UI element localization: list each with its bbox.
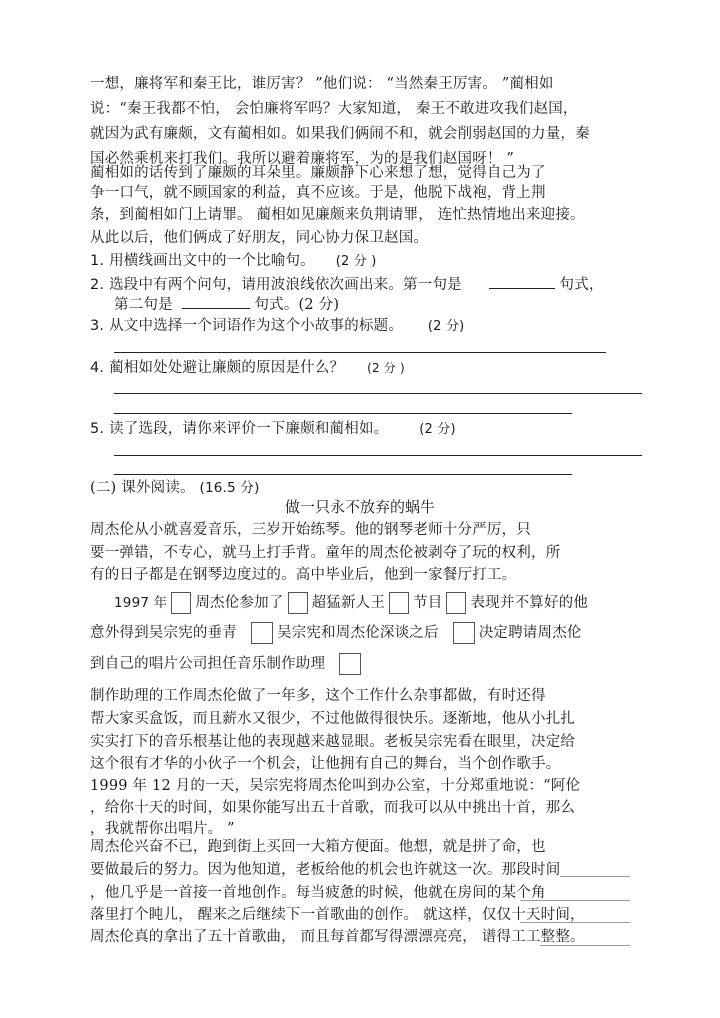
answer-line[interactable]: [114, 413, 572, 414]
passage-line: 蔺相如的话传到了廉颇的耳朵里。廉颇静下心来想了想，觉得自己为了: [90, 165, 546, 181]
section-points: (16.5 分): [199, 480, 260, 496]
fill-text: 表现并不算好的他: [470, 595, 589, 611]
passage-line: ，我就帮你出唱片。 ”: [90, 821, 235, 837]
question-1: [90, 251, 377, 272]
underline-mark: [560, 876, 630, 877]
passage-line: 一想，廉将军和秦王比，谁厉害？ ”他们说： “当然秦王厉害。 ”蔺相如: [90, 76, 554, 92]
question-2-cont: [114, 294, 339, 315]
passage-line: 说：“秦王我都不怕， 会怕廉将军吗？大家知道， 秦王不敢进攻我们赵国，: [90, 101, 578, 117]
question-number: 4.: [90, 360, 105, 376]
fill-text: 决定聘请周杰伦: [478, 625, 582, 641]
punctuation-box[interactable]: [339, 653, 361, 675]
question-2: [90, 274, 604, 295]
passage-line: 制作助理的工作周杰伦做了一年多，这个工作什么杂事都做，有时还得: [90, 688, 546, 704]
answer-blank[interactable]: [182, 294, 250, 309]
punctuation-box[interactable]: [288, 592, 308, 614]
punctuation-box[interactable]: [251, 622, 273, 644]
question-points: (2 分): [427, 319, 465, 334]
story-title: 做一只永不放弃的蜗牛: [284, 498, 435, 516]
question-text: 用横线画出文中的一个比喻句。: [109, 253, 315, 269]
passage-line: 要做最后的努力。因为他知道，老板给他的机会也许就这一次。那段时间: [90, 862, 561, 878]
question-suffix: 句式，: [559, 277, 604, 293]
fill-text: 节目: [413, 595, 443, 611]
fill-row: [114, 591, 588, 615]
passage-line: 落里打个盹儿， 醒来之后继续下一首歌曲的创作。 就这样，仅仅十天时间，: [90, 907, 585, 923]
answer-line[interactable]: [114, 352, 606, 353]
question-points: (2 分 ): [367, 361, 405, 375]
fill-row: [90, 621, 582, 645]
passage-line: 周杰伦真的拿出了五十首歌曲， 而且每首都写得漂漂亮亮， 谱得工工整整。: [90, 929, 585, 945]
question-3: [90, 316, 464, 337]
punctuation-box[interactable]: [446, 592, 466, 614]
underline-mark: [520, 922, 630, 923]
answer-line[interactable]: [114, 455, 642, 456]
passage-line: 国必然乘机来打我们。我所以避着廉将军，为的是我们赵国呀！ ”: [90, 151, 515, 167]
passage-line: ，他几乎是一首接一首地创作。每当疲惫的时候，他就在房间的某个角: [90, 885, 546, 901]
passage-line: 周杰伦从小就喜爱音乐，三岁开始练琴。他的钢琴老师十分严厉，只: [90, 522, 531, 538]
fill-text: 超猛新人王: [311, 595, 386, 611]
punctuation-box[interactable]: [171, 592, 191, 614]
section-label: (二) 课外阅读。: [90, 480, 195, 496]
question-text: 读了选段，请你来评价一下廉颇和蔺相如。: [109, 421, 389, 437]
passage-line: 争一口气，就不顾国家的利益，真不应该。于是，他脱下战袍，背上荆: [90, 185, 546, 201]
passage-line: 周杰伦兴奋不已，跑到街上买回一大箱方便面。他想，就是拼了命，也: [90, 839, 546, 855]
question-number: 1.: [90, 253, 105, 269]
question-points: (2 分): [419, 422, 456, 437]
passage-line: 就因为武有廉颇，文有蔺相如。如果我们俩闹不和，就会削弱赵国的力量，秦: [90, 126, 590, 142]
passage-line: 有的日子都是在钢琴边度过的。高中毕业后，他到一家餐厅打工。: [90, 567, 517, 583]
fill-text: 吴宗宪和周杰伦深谈之后: [277, 625, 439, 641]
underline-mark: [520, 900, 630, 901]
question-number: 5.: [90, 421, 105, 437]
passage-line: 帮大家买盒饭，而且薪水又很少，不过他做得很快乐。逐渐地，他从小扎扎: [90, 711, 576, 727]
punctuation-box[interactable]: [453, 622, 475, 644]
question-text: 第二句是: [114, 297, 173, 313]
question-number: 3.: [90, 318, 105, 334]
year-label: 1997 年: [114, 595, 168, 611]
underline-mark: [540, 945, 630, 946]
question-text: 从文中选择一个词语作为这个小故事的标题。: [109, 318, 404, 334]
section-heading: [90, 478, 260, 498]
fill-row: [90, 652, 365, 676]
passage-line: 从此以后，他们俩成了好朋友，同心协力保卫赵国。: [90, 230, 429, 246]
passage-line: ，给你十天的时间，如果你能写出五十首歌，而我可以从中挑出十首，那么: [90, 800, 576, 816]
question-suffix: 句式。(2 分): [254, 297, 340, 313]
question-5: [90, 419, 456, 440]
question-text: 选段中有两个问句，请用波浪线依次画出来。第一句是: [109, 277, 462, 293]
passage-line: 条，到蔺相如门上请罪。 蔺相如见廉颇来负荆请罪， 连忙热情地出来迎接。: [90, 207, 585, 223]
passage-line: 这个很有才华的小伙子一个机会，让他拥有自己的舞台，当个创作歌手。: [90, 756, 561, 772]
fill-text: 意外得到吴宗宪的垂青: [90, 625, 237, 641]
fill-text: 到自己的唱片公司担任音乐制作助理: [90, 656, 326, 672]
question-4: [90, 358, 405, 378]
passage-line: 要一弹错，不专心，就马上打手背。童年的周杰伦被剥夺了玩的权利，所: [90, 545, 561, 561]
answer-line[interactable]: [114, 474, 572, 475]
answer-blank[interactable]: [489, 274, 555, 289]
fill-text: 周杰伦参加了: [195, 595, 284, 611]
answer-line[interactable]: [114, 393, 642, 394]
passage-line: 1999 年 12 月的一天，吴宗宪将周杰伦叫到办公室，十分郑重地说：“阿伦: [90, 778, 581, 794]
punctuation-box[interactable]: [389, 592, 409, 614]
question-number: 2.: [90, 277, 105, 293]
question-text: 蔺相如处处避让廉颇的原因是什么？: [109, 360, 345, 376]
question-points: (2 分 ): [335, 254, 377, 269]
passage-line: 实实打下的音乐根基让他的表现越来越显眼。老板吴宗宪看在眼里，决定给: [90, 734, 576, 750]
